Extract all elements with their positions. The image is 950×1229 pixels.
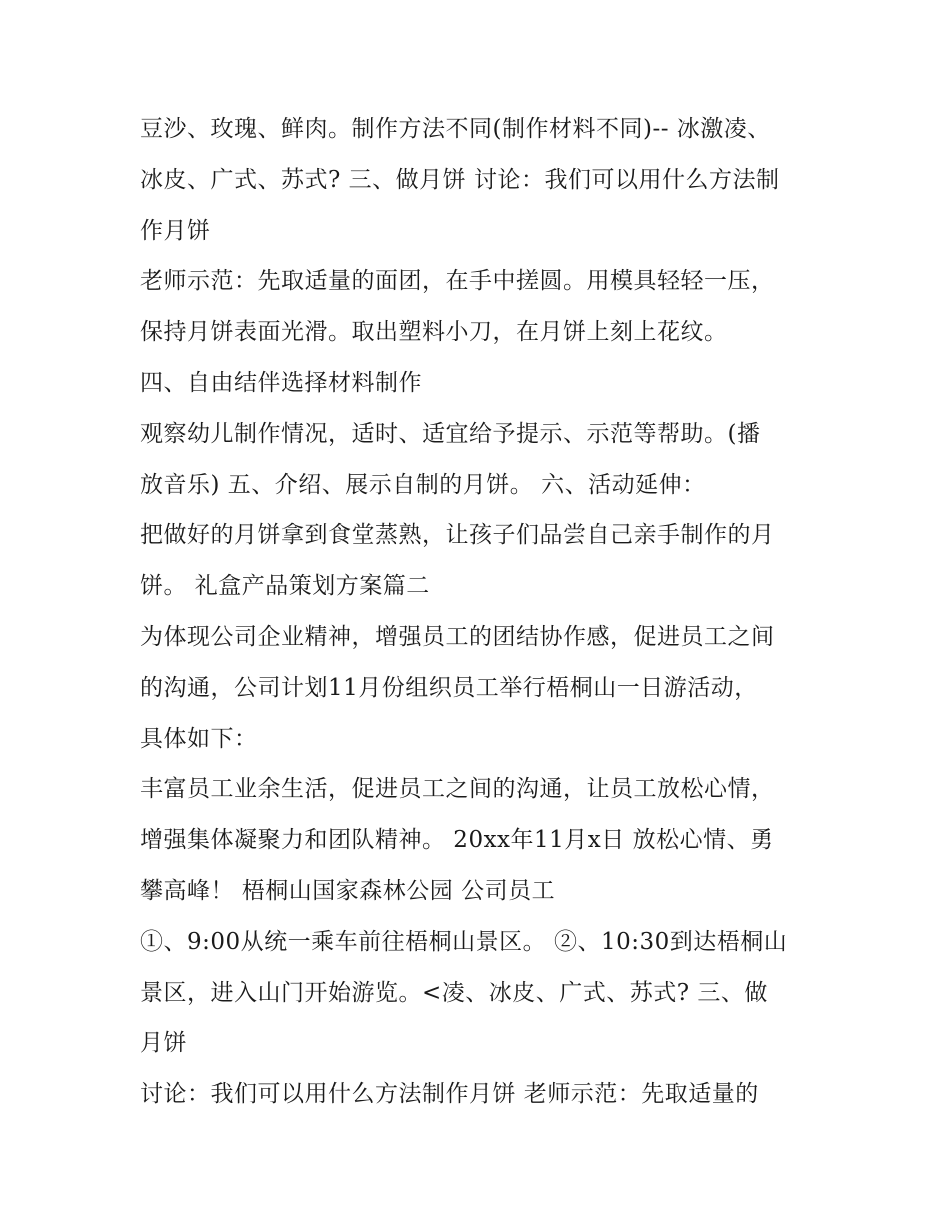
- text-line: 饼。 礼盒产品策划方案篇二: [140, 573, 430, 600]
- text-line: 豆沙、玫瑰、鲜肉。制作方法不同(制作材料不同)-- 冰激凌、: [140, 116, 771, 142]
- text-line: 保持月饼表面光滑。取出塑料小刀，在月饼上刻上花纹。: [140, 319, 728, 346]
- text-line: 放音乐) 五、介绍、展示自制的月饼。 六、活动延伸：: [140, 471, 706, 498]
- text-line: ①、9:00从统一乘车前往梧桐山景区。 ②、10:30到达梧桐山: [140, 928, 788, 955]
- text-line: 攀高峰！ 梧桐山国家森林公园 公司员工: [140, 877, 556, 904]
- text-line: 老师示范：先取适量的面团，在手中搓圆。用模具轻轻一压，: [140, 268, 775, 295]
- text-line: 增强集体凝聚力和团队精神。 20xx年11月x日 放松心情、勇: [140, 827, 774, 854]
- text-line: 为体现公司企业精神，增强员工的团结协作感，促进员工之间: [140, 623, 775, 650]
- text-line: 景区，进入山门开始游览。<凌、冰皮、广式、苏式? 三、做: [140, 979, 768, 1006]
- section-heading: 四、自由结伴选择材料制作: [140, 369, 422, 396]
- document-body: [140, 104, 820, 1120]
- text-line: 观察幼儿制作情况，适时、适宜给予提示、示范等帮助。(播: [140, 420, 761, 447]
- text-line: 把做好的月饼拿到食堂蒸熟，让孩子们品尝自己亲手制作的月: [140, 522, 775, 549]
- text-line: 的沟通，公司计划11月份组织员工举行梧桐山一日游活动，: [140, 674, 758, 701]
- text-line: 冰皮、广式、苏式? 三、做月饼 讨论：我们可以用什么方法制: [140, 166, 780, 193]
- text-line: 月饼: [140, 1030, 187, 1057]
- text-line: 具体如下：: [140, 725, 258, 752]
- text-line: 丰富员工业余生活，促进员工之间的沟通，让员工放松心情，: [140, 776, 775, 803]
- text-line: 讨论：我们可以用什么方法制作月饼 老师示范：先取适量的: [140, 1081, 759, 1108]
- text-line: 作月饼: [140, 217, 211, 244]
